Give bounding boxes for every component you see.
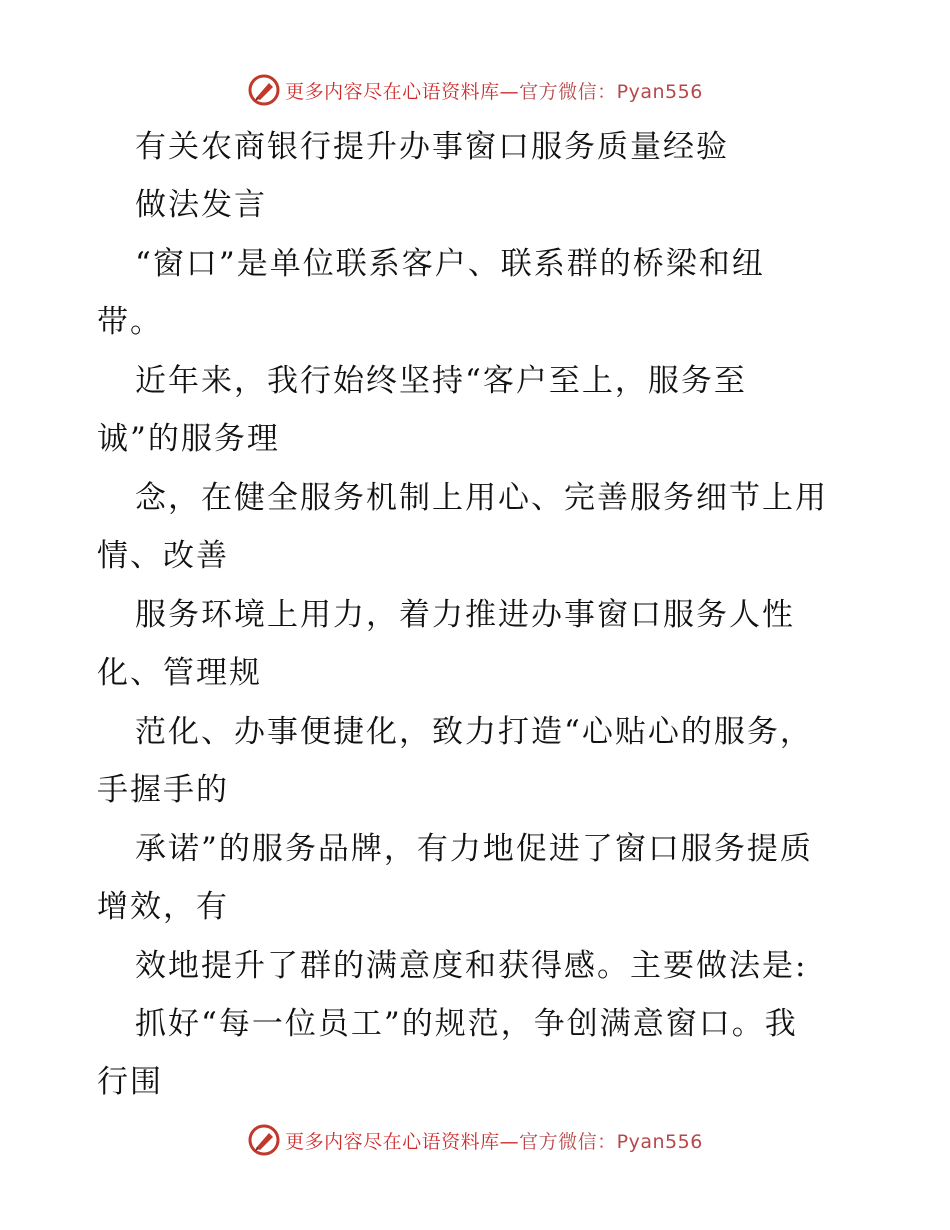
doc-title-line-1: 有关农商银行提升办事窗口服务质量经验 (135, 129, 729, 165)
doc-line-11: 范化、办事便捷化，致力打造“心贴心的服务， (135, 714, 813, 750)
doc-title-line-2: 做法发言 (135, 187, 267, 223)
doc-line-3: “窗口”是单位联系客户、联系群的桥梁和纽 (135, 246, 765, 282)
doc-line-8: 情、改善 (97, 538, 229, 574)
doc-line-15: 效地提升了群的满意度和获得感。主要做法是: (135, 948, 808, 984)
footer-banner-text (285, 1127, 703, 1154)
footer-banner-wechat: 官方微信：Pyan556 (519, 1130, 703, 1153)
doc-line-16: 抓好“每一位员工”的规范，争创满意窗口。我 (135, 1006, 798, 1042)
pen-logo-icon (247, 1123, 281, 1157)
header-banner-wechat: 官方微信：Pyan556 (519, 80, 703, 103)
doc-line-6: 诚”的服务理 (97, 421, 280, 457)
doc-line-17: 行围 (97, 1064, 163, 1100)
footer-banner-title: 更多内容尽在心语资料库— (285, 1130, 520, 1153)
doc-line-5: 近年来，我行始终坚持“客户至上，服务至 (135, 363, 747, 399)
doc-line-10: 化、管理规 (97, 655, 262, 691)
doc-line-13: 承诺”的服务品牌，有力地促进了窗口服务提质 (135, 831, 813, 867)
doc-line-9: 服务环境上用力，着力推进办事窗口服务人性 (135, 597, 795, 633)
doc-line-4: 带。 (97, 304, 163, 340)
doc-line-7: 念，在健全服务机制上用心、完善服务细节上用 (135, 480, 828, 516)
doc-line-14: 增效，有 (97, 889, 229, 925)
footer-banner (0, 1120, 950, 1160)
header-banner-title: 更多内容尽在心语资料库— (285, 80, 520, 103)
doc-line-12: 手握手的 (97, 772, 229, 808)
